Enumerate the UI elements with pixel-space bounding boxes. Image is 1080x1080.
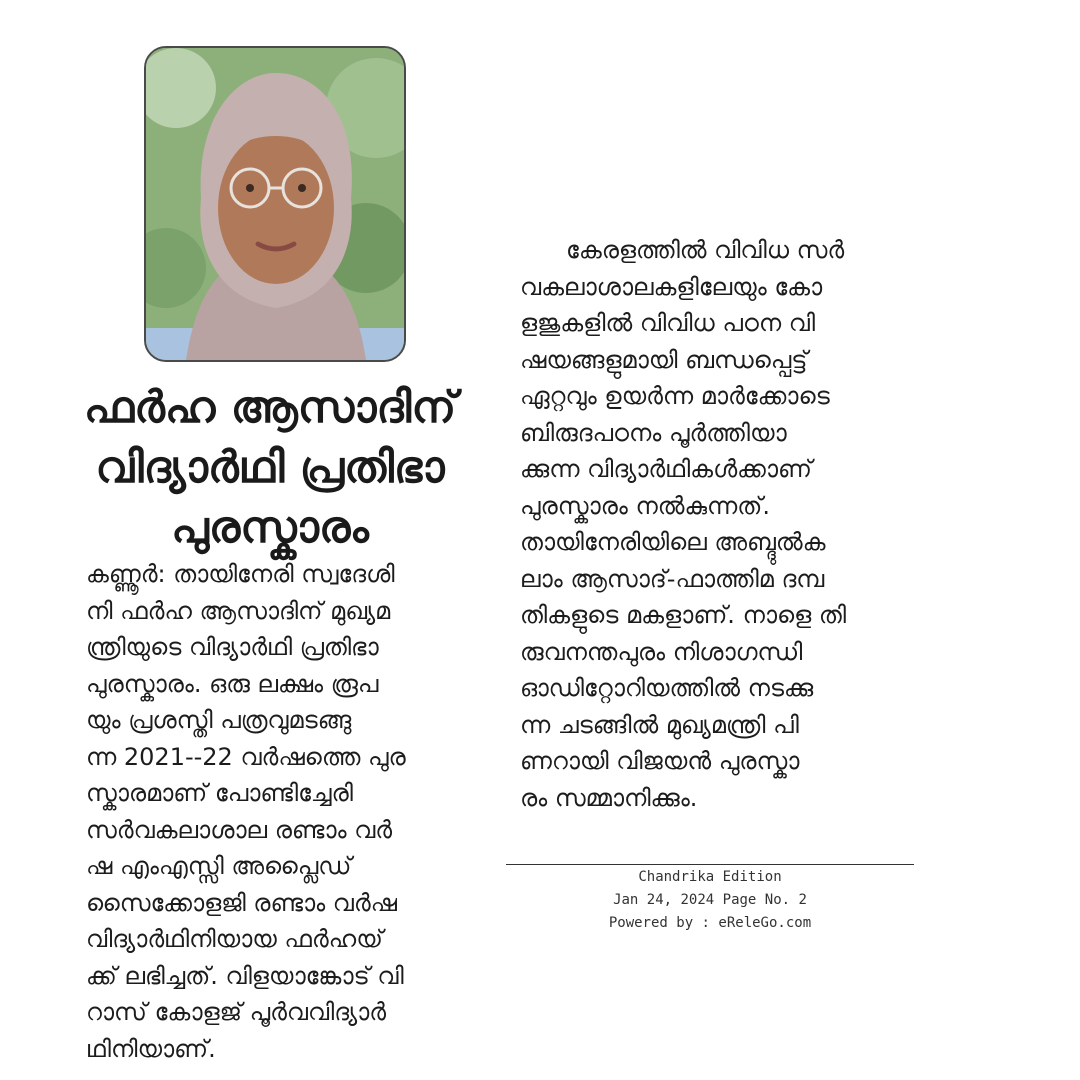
portrait-image <box>146 48 404 360</box>
text-line: ഓഡിറ്റോറിയത്തിൽ നടക്കു <box>520 674 814 702</box>
text-line: ഏറ്റവും ഉയർന്ന മാർക്കോടെ <box>520 382 830 410</box>
text-line: ന്ത്രിയുടെ വിദ്യാർഥി പ്രതിഭാ <box>86 633 379 661</box>
text-line: സ്കാരമാണ് പോണ്ടിച്ചേരി <box>86 779 353 807</box>
text-line: തായിനേരിയിലെ അബ്ദുൽക <box>520 528 826 556</box>
text-line: രം സമ്മാനിക്കും. <box>520 783 698 812</box>
text-line: കേരളത്തിൽ വിവിധ സർ <box>566 236 845 264</box>
text-line: റാസ് കോളജ് പൂർവവിദ്യാർ <box>86 998 387 1026</box>
text-line: രുവനന്തപുരം നിശാഗന്ധി <box>520 637 803 666</box>
text-line: പുരസ്കാരം നൽകുന്നത്. <box>520 491 770 520</box>
powered-by: Powered by : eReleGo.com <box>608 915 812 931</box>
text-line: ക്ക് ലഭിച്ചത്. വിളയാങ്കോട് വി <box>86 961 404 990</box>
article-right-column <box>520 232 910 816</box>
text-line: ലാം ആസാദ്-ഫാത്തിമ ദമ്പ <box>520 564 825 593</box>
edition-footer <box>506 866 914 935</box>
portrait-photo <box>144 46 406 362</box>
text-line: വിദ്യാർഥിനിയായ ഫർഹയ് <box>86 925 383 953</box>
text-line: ഷ എംഎസ്സി അപ്ലൈഡ് <box>86 852 352 880</box>
text-line: സൈക്കോളജി രണ്ടാം വർഷ <box>86 888 398 917</box>
text-line: ണറായി വിജയൻ പുരസ്കാ <box>520 747 800 775</box>
text-line: നി ഫർഹ ആസാദിന് മുഖ്യമ <box>86 596 391 625</box>
headline-line: ഫർഹ ആസാദിന് <box>83 382 457 433</box>
headline-line: പുരസ്കാരം <box>171 502 369 553</box>
footer-divider <box>506 864 914 865</box>
text-line: ബിരുദപഠനം പൂർത്തിയാ <box>520 418 787 447</box>
text-line: ഥിനിയാണ്. <box>86 1034 216 1063</box>
edition-date-page: Jan 24, 2024 Page No. 2 <box>613 892 807 908</box>
text-line: കണ്ണൂർ: തായിനേരി സ്വദേശി <box>86 560 395 588</box>
headline-line: വിദ്യാർഥി പ്രതിഭാ <box>95 442 445 493</box>
headline <box>70 378 470 558</box>
text-line: ഷയങ്ങളുമായി ബന്ധപ്പെട്ട് <box>520 345 808 374</box>
text-line: ന്ന 2021--22 വർഷത്തെ പുര <box>86 742 406 771</box>
edition-name: Chandrika Edition <box>638 869 782 885</box>
text-line: തികളുടെ മകളാണ്. നാളെ തി <box>520 601 847 629</box>
text-line: വകലാശാലകളിലേയും കോ <box>520 272 823 301</box>
article-left-column <box>86 556 476 1067</box>
text-line: പുരസ്കാരം. ഒരു ലക്ഷം രൂപ <box>86 669 379 698</box>
text-line: യും പ്രശസ്തി പത്രവുമടങ്ങു <box>86 706 352 734</box>
text-line: ന്ന ചടങ്ങിൽ മുഖ്യമന്ത്രി പി <box>520 710 799 739</box>
text-line: ളജുകളിൽ വിവിധ പഠന വി <box>520 309 816 337</box>
text-line: സർവകലാശാല രണ്ടാം വർ <box>86 815 393 844</box>
text-line: ക്കുന്ന വിദ്യാർഥികൾക്കാണ് <box>520 455 812 483</box>
